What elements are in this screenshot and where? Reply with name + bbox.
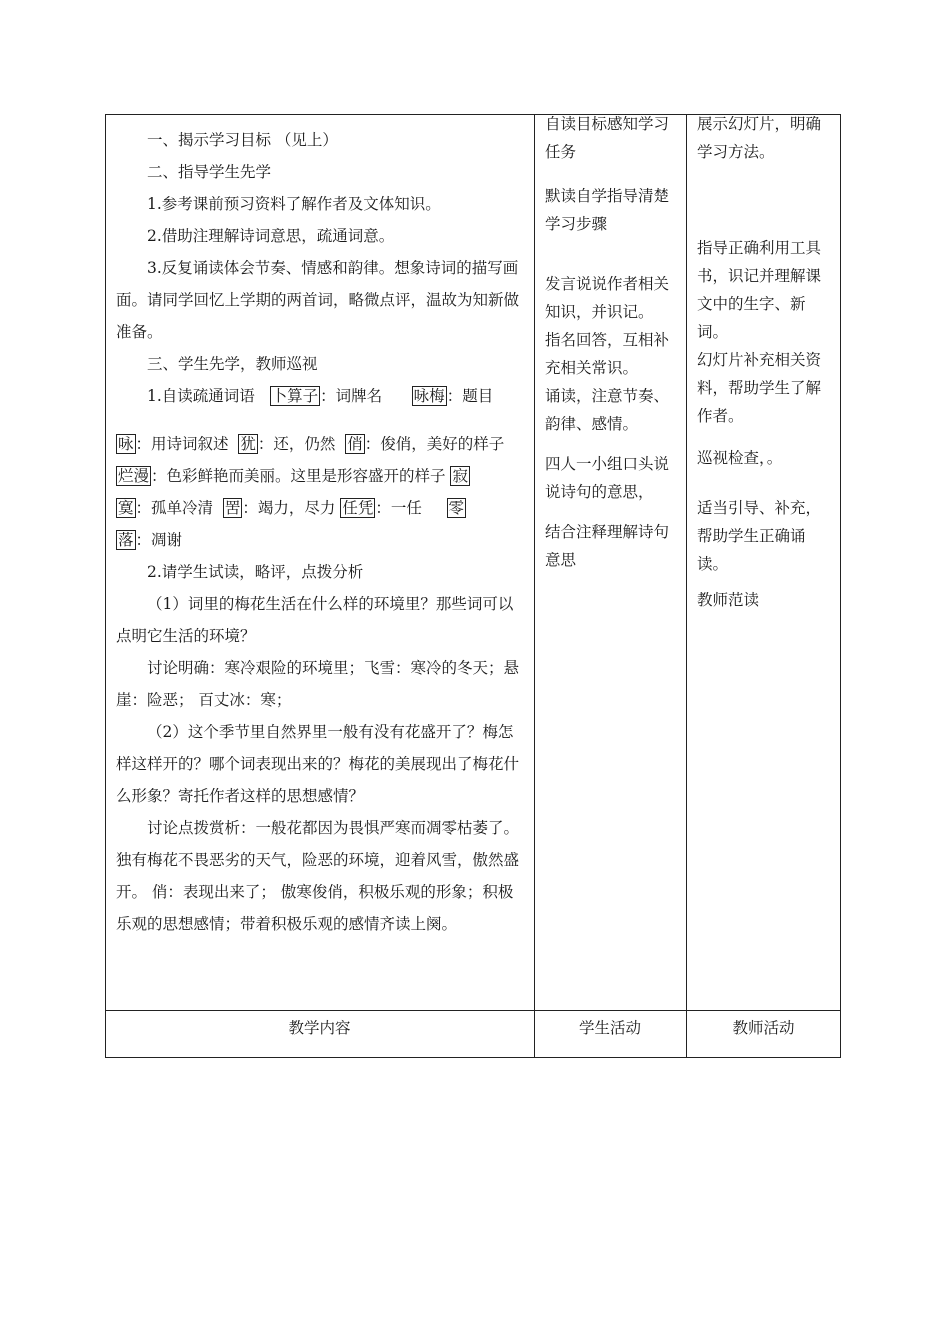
vocab-line: [116, 460, 524, 492]
vocab-meaning: ：用诗词叙述: [135, 435, 229, 453]
vocab-meaning: ：词牌名: [320, 387, 383, 405]
footer-divider: [105, 1010, 841, 1011]
teacher-item: 幻灯片补充相关资料，帮助学生了解作者。: [697, 351, 822, 425]
content-line: 讨论点拨赏析：一般花都因为畏惧严寒而凋零枯萎了。 独有梅花不畏恶劣的天气，险恶的环境，迎着风雪，傲然盛开。 俏：表现出来了； 傲寒俊俏，积极乐观的形象；积极乐观的思想感情；带着积极乐观的感情齐读上阕。: [116, 819, 520, 933]
header-teacher-activity: 教师活动: [732, 1019, 795, 1037]
vocab-meaning: ：凋谢: [135, 531, 183, 549]
vocab-word: 俏: [347, 435, 363, 453]
header-student-activity: 学生活动: [578, 1019, 641, 1037]
activity-item: 结合注释理解诗句意思: [545, 523, 670, 569]
teacher-item: 教师范读: [697, 591, 760, 609]
vocab-word: 罟: [224, 499, 241, 517]
vocab-word: 寞: [118, 499, 134, 517]
teacher-item: 指导正确利用工具书，识记并理解课文中的生字、新词。: [697, 239, 822, 341]
activity-item: 诵读，注意节奏、韵律、感情。: [545, 387, 670, 433]
content-line: 3.反复诵读体会节奏、情感和韵律。想象诗词的描写画面。请同学回忆上学期的两首词，略微点评，温故为知新做准备。: [116, 259, 520, 341]
vocab-line: [116, 492, 524, 524]
vocab-word: 咏: [118, 435, 134, 453]
vocab-intro: 1.自读疏通词语: [147, 387, 255, 405]
vocab-word: 零: [448, 499, 465, 517]
vocab-meaning: ：色彩鲜艳而美丽。这里是形容盛开的样子: [151, 467, 446, 485]
vocab-meaning: ：一任: [375, 499, 422, 517]
vocab-meaning: ：俊俏，美好的样子: [364, 435, 505, 453]
vocab-line: [116, 524, 524, 556]
activity-item: 发言说说作者相关知识，并识记。: [545, 275, 670, 321]
vocab-line: [116, 428, 524, 460]
vocab-word: 卜算子: [271, 387, 319, 405]
vocab-word: 犹: [240, 435, 256, 453]
vocab-meaning: ：还，仍然: [257, 435, 336, 453]
content-line: 一、揭示学习目标 （见上）: [147, 131, 338, 149]
activity-item: 自读目标感知学习任务: [545, 115, 670, 161]
content-line: （2）这个季节里自然界里一般有没有花盛开了？梅怎样这样开的？哪个词表现出来的？梅花的美展现出了梅花什么形象？寄托作者这样的思想感情？: [116, 723, 520, 805]
content-line: 讨论明确：寒冷艰险的环境里；飞雪：寒冷的冬天；悬崖：险恶； 百丈冰：寒；: [116, 659, 520, 709]
teacher-item: 适当引导、补充，帮助学生正确诵读。: [697, 499, 822, 573]
vocab-word: 咏梅: [413, 387, 445, 405]
content-line: 三、学生先学，教师巡视: [147, 355, 318, 373]
teacher-item: 巡视检查，。: [697, 449, 783, 467]
content-line: 2.请学生试读，略评，点拨分析: [147, 563, 364, 581]
vocab-word: 任凭: [342, 499, 374, 517]
vocab-meaning: ：题目: [446, 387, 494, 405]
vocab-word: 寂: [452, 467, 468, 485]
column-divider-2: [686, 114, 687, 1058]
content-line: 二、指导学生先学: [147, 163, 272, 181]
activity-item: 指名回答，互相补充相关常识。: [545, 331, 670, 377]
column-divider-1: [534, 114, 535, 1058]
vocab-meaning: ：竭力，尽力: [242, 499, 336, 517]
header-teaching-content: 教学内容: [288, 1019, 351, 1037]
vocab-word: 烂漫: [118, 467, 150, 485]
vocab-line: [116, 380, 524, 412]
teaching-content-cell: [116, 124, 524, 940]
content-line: 2.借助注理解诗词意思，疏通词意。: [147, 227, 395, 245]
vocab-word: 落: [118, 531, 134, 549]
activity-item: 四人一小组口头说说诗句的意思，: [545, 455, 670, 501]
teacher-activity-cell: [697, 110, 833, 614]
vocab-meaning: ：孤单冷清: [135, 499, 214, 517]
student-activity-cell: [545, 110, 680, 574]
content-line: （1）词里的梅花生活在什么样的环境里？那些词可以点明它生活的环境？: [116, 595, 514, 645]
activity-item: 默读自学指导清楚学习步骤: [545, 187, 670, 233]
teacher-item: 展示幻灯片，明确学习方法。: [697, 115, 822, 161]
content-line: 1.参考课前预习资料了解作者及文体知识。: [147, 195, 441, 213]
